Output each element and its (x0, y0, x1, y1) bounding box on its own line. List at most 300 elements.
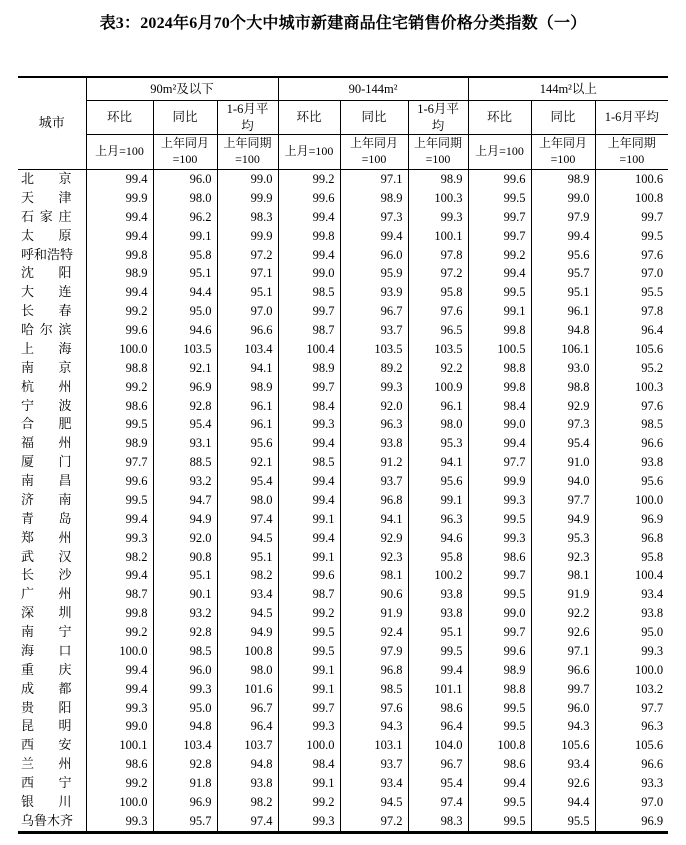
index-value: 96.4 (408, 717, 468, 736)
index-value: 98.5 (278, 453, 340, 472)
index-value: 94.1 (217, 359, 278, 378)
index-value: 100.1 (86, 736, 153, 755)
index-value: 94.5 (217, 529, 278, 548)
index-value: 99.4 (278, 434, 340, 453)
index-value: 100.0 (86, 642, 153, 661)
index-value: 93.8 (408, 585, 468, 604)
index-value: 93.8 (217, 774, 278, 793)
index-value: 97.6 (595, 397, 668, 416)
sub-header-yoy: 同比 (531, 101, 595, 135)
group-header-90-below: 90m²及以下 (86, 77, 278, 101)
index-value: 99.1 (278, 661, 340, 680)
index-value: 98.1 (340, 566, 408, 585)
index-value: 94.5 (340, 793, 408, 812)
index-value: 96.7 (408, 755, 468, 774)
index-value: 99.4 (86, 510, 153, 529)
index-value: 99.2 (86, 774, 153, 793)
index-value: 96.0 (153, 170, 217, 189)
index-value: 103.7 (217, 736, 278, 755)
index-value: 99.3 (278, 812, 340, 832)
index-value: 97.7 (86, 453, 153, 472)
index-value: 100.5 (468, 340, 531, 359)
index-value: 100.0 (278, 736, 340, 755)
index-value: 99.5 (468, 283, 531, 302)
index-value: 95.6 (595, 472, 668, 491)
index-value: 98.8 (86, 359, 153, 378)
index-value: 95.9 (340, 264, 408, 283)
city-name: 成都 (18, 680, 86, 699)
index-value: 98.2 (217, 566, 278, 585)
index-value: 96.0 (531, 699, 595, 718)
index-value: 95.4 (408, 774, 468, 793)
index-value: 95.1 (408, 623, 468, 642)
index-value: 99.7 (468, 566, 531, 585)
index-value: 98.4 (278, 397, 340, 416)
city-name: 天津 (18, 189, 86, 208)
city-name: 银川 (18, 793, 86, 812)
index-value: 98.9 (531, 170, 595, 189)
city-name: 厦门 (18, 453, 86, 472)
index-value: 99.3 (153, 680, 217, 699)
index-value: 92.1 (217, 453, 278, 472)
index-value: 98.0 (217, 491, 278, 510)
index-value: 98.9 (408, 170, 468, 189)
group-header-144-above: 144m²以上 (468, 77, 668, 101)
city-name: 昆明 (18, 717, 86, 736)
index-value: 100.0 (86, 340, 153, 359)
index-value: 99.4 (86, 227, 153, 246)
index-value: 94.8 (217, 755, 278, 774)
city-name: 宁波 (18, 397, 86, 416)
table-row (18, 302, 668, 321)
index-value: 93.2 (153, 604, 217, 623)
index-value: 95.4 (531, 434, 595, 453)
index-value: 99.8 (86, 246, 153, 265)
index-value: 96.7 (217, 699, 278, 718)
index-value: 100.0 (595, 491, 668, 510)
city-name: 深圳 (18, 604, 86, 623)
index-value: 98.9 (86, 434, 153, 453)
index-value: 99.7 (468, 208, 531, 227)
index-value: 94.9 (217, 623, 278, 642)
index-value: 94.4 (531, 793, 595, 812)
index-value: 96.9 (595, 812, 668, 832)
sub-header-avg: 1-6月平均 (408, 101, 468, 135)
index-value: 97.6 (408, 302, 468, 321)
index-value: 96.0 (153, 661, 217, 680)
base-header-same-period: 上年同期=100 (408, 135, 468, 170)
index-value: 104.0 (408, 736, 468, 755)
index-value: 99.4 (531, 227, 595, 246)
index-value: 88.5 (153, 453, 217, 472)
city-name: 哈尔滨 (18, 321, 86, 340)
table-row (18, 604, 668, 623)
index-value: 99.3 (468, 491, 531, 510)
index-value: 99.5 (468, 812, 531, 832)
index-value: 99.5 (408, 642, 468, 661)
index-value: 96.1 (217, 397, 278, 416)
index-value: 99.1 (153, 227, 217, 246)
index-value: 99.0 (86, 717, 153, 736)
index-value: 97.0 (595, 264, 668, 283)
index-value: 94.7 (153, 491, 217, 510)
city-name: 南京 (18, 359, 86, 378)
index-value: 98.9 (86, 264, 153, 283)
price-index-table (18, 76, 668, 834)
index-value: 103.5 (408, 340, 468, 359)
index-value: 99.3 (408, 208, 468, 227)
index-value: 98.8 (531, 378, 595, 397)
index-value: 97.9 (531, 208, 595, 227)
base-header-prev-month: 上月=100 (468, 135, 531, 170)
index-value: 95.6 (531, 246, 595, 265)
index-value: 95.5 (531, 812, 595, 832)
sub-header-avg: 1-6月平均 (217, 101, 278, 135)
index-value: 99.5 (468, 189, 531, 208)
base-header-same-period: 上年同期=100 (595, 135, 668, 170)
index-value: 103.5 (153, 340, 217, 359)
table-title: 表3：2024年6月70个大中城市新建商品住宅销售价格分类指数（一） (99, 15, 587, 32)
index-value: 99.4 (86, 566, 153, 585)
index-value: 99.7 (595, 208, 668, 227)
base-header-same-month: 上年同月=100 (153, 135, 217, 170)
index-value: 99.2 (278, 170, 340, 189)
city-name: 郑州 (18, 529, 86, 548)
index-value: 99.1 (278, 548, 340, 567)
index-value: 100.0 (86, 793, 153, 812)
index-value: 99.4 (468, 264, 531, 283)
index-value: 96.8 (340, 661, 408, 680)
index-value: 99.9 (217, 227, 278, 246)
table-row (18, 623, 668, 642)
index-value: 99.7 (531, 680, 595, 699)
index-value: 92.8 (153, 755, 217, 774)
index-value: 99.5 (468, 585, 531, 604)
index-value: 99.6 (468, 170, 531, 189)
index-value: 95.3 (408, 434, 468, 453)
index-value: 99.0 (278, 264, 340, 283)
index-value: 99.4 (278, 208, 340, 227)
index-value: 90.6 (340, 585, 408, 604)
index-value: 99.1 (278, 774, 340, 793)
index-value: 98.6 (86, 397, 153, 416)
index-value: 92.0 (340, 397, 408, 416)
index-value: 92.9 (531, 397, 595, 416)
city-name: 重庆 (18, 661, 86, 680)
table-row (18, 246, 668, 265)
index-value: 99.5 (86, 491, 153, 510)
table-row (18, 642, 668, 661)
index-value: 105.6 (595, 736, 668, 755)
index-value: 98.2 (217, 793, 278, 812)
index-value: 95.6 (217, 434, 278, 453)
index-value: 99.3 (468, 529, 531, 548)
table-row (18, 755, 668, 774)
index-value: 99.6 (278, 189, 340, 208)
index-value: 95.8 (153, 246, 217, 265)
index-value: 99.7 (468, 227, 531, 246)
index-value: 99.2 (86, 378, 153, 397)
sub-header-yoy: 同比 (340, 101, 408, 135)
index-value: 105.6 (531, 736, 595, 755)
index-value: 98.7 (278, 321, 340, 340)
index-value: 97.0 (217, 302, 278, 321)
index-value: 99.1 (468, 302, 531, 321)
sub-header-mom: 环比 (278, 101, 340, 135)
index-value: 99.4 (86, 208, 153, 227)
city-name: 合肥 (18, 415, 86, 434)
index-value: 95.7 (531, 264, 595, 283)
table-row (18, 680, 668, 699)
city-name: 南宁 (18, 623, 86, 642)
index-value: 93.4 (217, 585, 278, 604)
index-value: 96.9 (153, 793, 217, 812)
index-value: 96.1 (217, 415, 278, 434)
index-value: 99.3 (595, 642, 668, 661)
index-value: 99.3 (86, 699, 153, 718)
index-value: 96.8 (595, 529, 668, 548)
table-row (18, 510, 668, 529)
index-value: 98.7 (278, 585, 340, 604)
index-value: 97.4 (408, 793, 468, 812)
city-name: 海口 (18, 642, 86, 661)
index-value: 94.3 (531, 717, 595, 736)
index-value: 93.8 (595, 604, 668, 623)
index-value: 91.2 (340, 453, 408, 472)
index-value: 95.4 (153, 415, 217, 434)
table-row (18, 227, 668, 246)
index-value: 91.9 (340, 604, 408, 623)
index-value: 95.5 (595, 283, 668, 302)
table-row (18, 793, 668, 812)
index-value: 100.8 (217, 642, 278, 661)
index-value: 96.1 (531, 302, 595, 321)
index-value: 93.8 (340, 434, 408, 453)
city-name: 贵阳 (18, 699, 86, 718)
table-row (18, 264, 668, 283)
index-value: 92.9 (340, 529, 408, 548)
base-header-same-month: 上年同月=100 (531, 135, 595, 170)
index-value: 100.3 (595, 378, 668, 397)
city-name: 太原 (18, 227, 86, 246)
index-value: 97.9 (340, 642, 408, 661)
index-value: 100.8 (595, 189, 668, 208)
index-value: 96.3 (595, 717, 668, 736)
city-name: 西宁 (18, 774, 86, 793)
index-value: 98.5 (340, 680, 408, 699)
index-value: 97.7 (531, 491, 595, 510)
index-value: 97.4 (217, 510, 278, 529)
index-value: 99.3 (86, 529, 153, 548)
table-row (18, 717, 668, 736)
base-header-prev-month: 上月=100 (86, 135, 153, 170)
index-value: 100.4 (595, 566, 668, 585)
index-value: 99.8 (86, 604, 153, 623)
index-value: 95.1 (153, 566, 217, 585)
index-value: 97.2 (340, 812, 408, 832)
index-value: 98.6 (468, 755, 531, 774)
table-row (18, 529, 668, 548)
index-value: 98.3 (217, 208, 278, 227)
index-value: 92.1 (153, 359, 217, 378)
table-row (18, 812, 668, 832)
index-value: 93.7 (340, 755, 408, 774)
index-value: 94.4 (153, 283, 217, 302)
city-name: 呼和浩特 (18, 246, 86, 265)
table-row (18, 661, 668, 680)
index-value: 99.3 (278, 717, 340, 736)
index-value: 99.6 (86, 321, 153, 340)
table-row (18, 699, 668, 718)
index-value: 96.8 (340, 491, 408, 510)
table-row (18, 340, 668, 359)
index-value: 98.5 (278, 283, 340, 302)
sub-header-mom: 环比 (86, 101, 153, 135)
index-value: 98.4 (278, 755, 340, 774)
index-value: 95.8 (408, 283, 468, 302)
table-row (18, 585, 668, 604)
index-value: 97.4 (217, 812, 278, 832)
index-value: 99.5 (468, 793, 531, 812)
index-value: 98.9 (278, 359, 340, 378)
city-name: 大连 (18, 283, 86, 302)
index-value: 97.3 (340, 208, 408, 227)
index-value: 98.4 (468, 397, 531, 416)
index-value: 96.7 (340, 302, 408, 321)
index-value: 98.8 (468, 359, 531, 378)
index-value: 98.6 (468, 548, 531, 567)
index-value: 96.4 (595, 321, 668, 340)
table-row (18, 472, 668, 491)
index-value: 103.4 (153, 736, 217, 755)
city-name: 广州 (18, 585, 86, 604)
index-value: 94.8 (531, 321, 595, 340)
table-row (18, 397, 668, 416)
group-header-90-144: 90-144m² (278, 77, 468, 101)
index-value: 96.2 (153, 208, 217, 227)
index-value: 94.1 (408, 453, 468, 472)
index-value: 96.9 (595, 510, 668, 529)
index-value: 98.9 (468, 661, 531, 680)
index-value: 99.7 (278, 699, 340, 718)
index-value: 98.0 (217, 661, 278, 680)
table-row (18, 189, 668, 208)
city-column-header: 城市 (18, 77, 86, 170)
index-value: 100.8 (468, 736, 531, 755)
index-value: 98.0 (153, 189, 217, 208)
table-header (18, 77, 668, 170)
index-value: 99.4 (86, 170, 153, 189)
index-value: 103.5 (340, 340, 408, 359)
index-value: 93.7 (340, 321, 408, 340)
city-name: 上海 (18, 340, 86, 359)
index-value: 93.9 (340, 283, 408, 302)
index-value: 97.2 (408, 264, 468, 283)
index-value: 99.9 (468, 472, 531, 491)
table-body (18, 170, 668, 833)
index-value: 93.7 (340, 472, 408, 491)
index-value: 93.0 (531, 359, 595, 378)
table-row (18, 415, 668, 434)
index-value: 99.2 (468, 246, 531, 265)
sub-header-yoy: 同比 (153, 101, 217, 135)
index-value: 95.0 (153, 699, 217, 718)
index-value: 95.1 (153, 264, 217, 283)
index-value: 95.3 (531, 529, 595, 548)
index-value: 99.2 (86, 623, 153, 642)
table-row (18, 208, 668, 227)
index-value: 106.1 (531, 340, 595, 359)
index-value: 99.0 (468, 415, 531, 434)
index-value: 91.0 (531, 453, 595, 472)
city-name: 西安 (18, 736, 86, 755)
index-value: 103.1 (340, 736, 408, 755)
index-value: 97.1 (217, 264, 278, 283)
index-value: 94.9 (531, 510, 595, 529)
index-value: 100.9 (408, 378, 468, 397)
index-value: 97.8 (408, 246, 468, 265)
table-row (18, 566, 668, 585)
index-value: 95.1 (531, 283, 595, 302)
index-value: 99.9 (217, 189, 278, 208)
index-value: 95.1 (217, 283, 278, 302)
index-value: 94.1 (340, 510, 408, 529)
index-value: 103.4 (217, 340, 278, 359)
index-value: 98.6 (408, 699, 468, 718)
index-value: 98.9 (340, 189, 408, 208)
index-value: 99.1 (408, 491, 468, 510)
index-value: 95.4 (217, 472, 278, 491)
table-row (18, 548, 668, 567)
index-value: 99.3 (86, 812, 153, 832)
table-row (18, 378, 668, 397)
index-value: 100.1 (408, 227, 468, 246)
city-name: 南昌 (18, 472, 86, 491)
index-value: 99.1 (278, 510, 340, 529)
index-value: 92.3 (531, 548, 595, 567)
index-value: 100.4 (278, 340, 340, 359)
index-value: 99.4 (408, 661, 468, 680)
index-value: 96.3 (340, 415, 408, 434)
index-value: 98.5 (595, 415, 668, 434)
index-value: 99.3 (340, 378, 408, 397)
city-name: 长沙 (18, 566, 86, 585)
index-value: 95.1 (217, 548, 278, 567)
city-name: 福州 (18, 434, 86, 453)
index-value: 99.1 (278, 680, 340, 699)
index-value: 93.8 (408, 604, 468, 623)
index-value: 99.8 (468, 321, 531, 340)
index-value: 99.8 (468, 378, 531, 397)
index-value: 96.6 (595, 434, 668, 453)
index-value: 99.5 (595, 227, 668, 246)
table-row (18, 321, 668, 340)
index-value: 94.6 (408, 529, 468, 548)
index-value: 93.4 (340, 774, 408, 793)
index-value: 99.2 (86, 302, 153, 321)
city-name: 沈阳 (18, 264, 86, 283)
index-value: 98.0 (408, 415, 468, 434)
index-value: 95.7 (153, 812, 217, 832)
index-value: 99.5 (86, 415, 153, 434)
table-row (18, 774, 668, 793)
index-value: 94.3 (340, 717, 408, 736)
index-value: 98.6 (86, 755, 153, 774)
index-value: 91.8 (153, 774, 217, 793)
sub-header-avg: 1-6月平均 (595, 101, 668, 135)
index-value: 94.5 (217, 604, 278, 623)
index-value: 99.4 (86, 661, 153, 680)
